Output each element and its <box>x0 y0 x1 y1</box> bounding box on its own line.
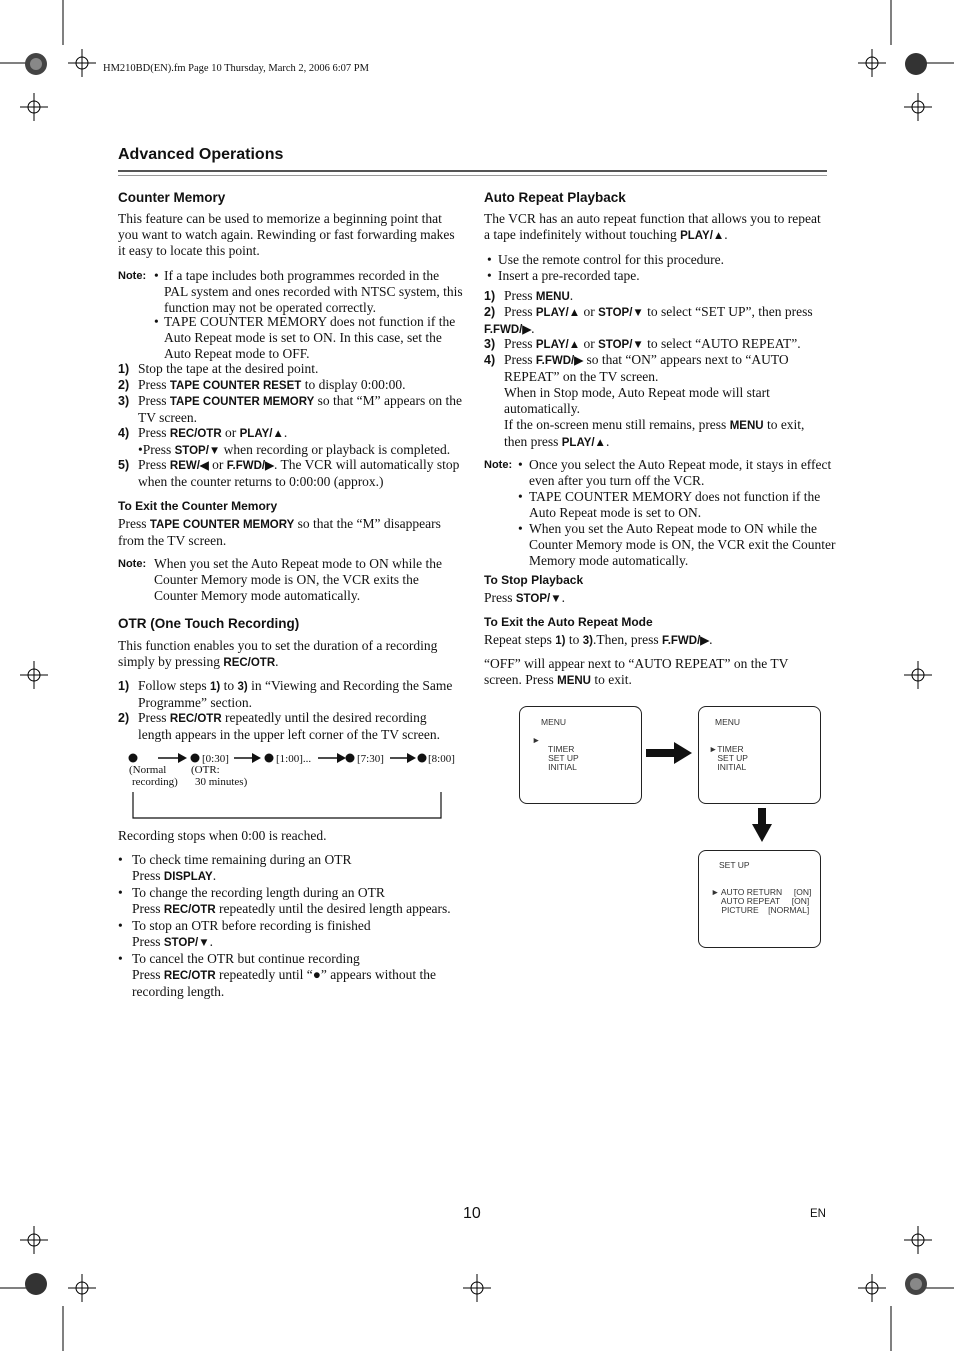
ar-step-1: 1) Press MENU. <box>484 288 574 303</box>
otr-bullet-3: • To stop an OTR before recording is finished Press STOP/▼. <box>118 918 371 949</box>
tv-screen-menu-setup-selected <box>698 706 821 804</box>
otr-step-2: 2) Press REC/OTR repeatedly until the desired recording length appears in the upper left corner of the TV screen. <box>118 710 441 742</box>
auto-repeat-bullet-2: • Insert a pre-recorded tape. <box>487 268 640 283</box>
page-number: 10 <box>463 1205 481 1222</box>
auto-repeat-bullet-1: • Use the remote control for this procedure. <box>487 252 725 267</box>
cursor-icon: ► <box>709 744 718 754</box>
ar-step-2: 2) Press PLAY/▲ or STOP/▼ to select “SET UP”, then press F.FWD/▶. <box>484 304 813 336</box>
otr-sequence-diagram <box>118 748 463 823</box>
otr-bullet-1: • To check time remaining during an OTR Press DISPLAY. <box>118 852 352 883</box>
off-text: “OFF” will appear next to “AUTO REPEAT” on the TV screen. Press MENU to exit. <box>484 656 789 687</box>
down-arrow-icon <box>752 808 772 842</box>
exit-counter-text: Press TAPE COUNTER MEMORY so that the “M” disappears from the TV screen. <box>118 516 441 548</box>
counter-memory-intro: This feature can be used to memorize a beginning point that you want to watch again. Rewinding or fast forwarding makes it easy to locate this point. <box>118 211 455 258</box>
ar-step-4: 4) Press F.FWD/▶ so that “ON” appears next to “AUTO REPEAT” on the TV screen. When in Stop mode, Auto Repeat mode will start automatically. If the on-screen menu still remains, press MENU to exit, then press PLAY/▲. <box>484 352 805 449</box>
step-4: 4) Press REC/OTR or PLAY/▲. •Press STOP/▼ when recording or playback is completed. <box>118 425 451 457</box>
menu-text: MENU TIMER SET UP INITIAL <box>715 717 748 772</box>
exit-auto-repeat-heading: To Exit the Auto Repeat Mode <box>484 615 653 629</box>
otr-bullets <box>118 852 463 1000</box>
section-title: Advanced Operations <box>118 146 284 163</box>
otr-stops-text: Recording stops when 0:00 is reached. <box>118 828 327 843</box>
ar-note-1: • Once you select the Auto Repeat mode, it stays in effect even after you turn off the VCR. <box>518 457 832 488</box>
exit-auto-repeat-text: Repeat steps 1) to 3).Then, press F.FWD/▶. <box>484 632 713 647</box>
note-label: Note: <box>118 558 147 570</box>
otr-bullet-4: • To cancel the OTR but continue recording Press REC/OTR repeatedly until “●” appears without the recording length. <box>118 951 436 999</box>
cursor-icon: ► <box>532 735 541 745</box>
stop-playback-text: Press STOP/▼. <box>484 590 565 605</box>
auto-repeat-heading: Auto Repeat Playback <box>484 190 626 205</box>
note-label: Note: <box>118 270 147 282</box>
otr-heading: OTR (One Touch Recording) <box>118 616 300 631</box>
cursor-icon: ► <box>711 887 720 897</box>
otr-step-label: [1:00]... <box>276 753 312 765</box>
otr-intro: This function enables you to set the duration of a recording simply by pressing REC/OTR. <box>118 638 438 669</box>
note-3-text: When you set the Auto Repeat mode to ON while the Counter Memory mode is ON, the VCR exits the Counter Memory mode automatically. <box>154 556 442 603</box>
auto-repeat-intro: The VCR has an auto repeat function that allows you to repeat a tape indefinitely without touching PLAY/▲. <box>484 211 821 242</box>
step-1: 1) Stop the tape at the desired point. <box>118 361 319 376</box>
otr-step-label: [8:00] <box>428 753 455 765</box>
ar-note-label: Note: <box>484 459 513 471</box>
tv-screen-setup <box>698 850 821 948</box>
note-bullet-1: • If a tape includes both programmes recorded in the PAL system and ones recorded with NTSC system, this function may not be operated correctly. <box>154 268 463 315</box>
note-text: If a tape includes both programmes recorded in the PAL system and ones recorded with NTSC system, this function may not be operated correctly. <box>164 268 463 315</box>
step-5: 5) Press REW/◀ or F.FWD/▶. The VCR will automatically stop when the counter returns to 0:00:00 (approx.) <box>118 457 460 489</box>
ar-note-3: • When you set the Auto Repeat mode to ON while the Counter Memory mode is ON, the VCR exit the Counter Memory mode automatically. <box>518 521 836 568</box>
title-rule <box>118 170 827 176</box>
note-bullet-2: • TAPE COUNTER MEMORY does not function if the Auto Repeat mode is set to ON. In this case, set the Auto Repeat mode to OFF. <box>154 314 463 362</box>
normal-label: (Normal <box>129 764 167 776</box>
stop-playback-heading: To Stop Playback <box>484 573 584 587</box>
exit-counter-heading: To Exit the Counter Memory <box>118 499 278 513</box>
language-tag: EN <box>810 1208 826 1220</box>
otr-step-1: 1) Follow steps 1) to 3) in “Viewing and Recording the Same Programme” section. <box>118 678 453 710</box>
counter-memory-heading: Counter Memory <box>118 190 226 205</box>
note-text: TAPE COUNTER MEMORY does not function if the Auto Repeat mode is set to ON. In this case, set the Auto Repeat mode to OFF. <box>164 314 456 361</box>
otr-label: 30 minutes) <box>195 776 248 788</box>
step-2: 2) Press TAPE COUNTER RESET to display 0:00:00. <box>118 377 406 392</box>
otr-label: (OTR: <box>191 764 220 776</box>
ar-step-3: 3) Press PLAY/▲ or STOP/▼ to select “AUTO REPEAT”. <box>484 336 801 351</box>
otr-step-label: [7:30] <box>357 753 384 765</box>
step-3: 3) Press TAPE COUNTER MEMORY so that “M” appears on the TV screen. <box>118 393 462 425</box>
menu-text: MENU TIMER SET UP INITIAL <box>541 717 579 772</box>
file-header: HM210BD(EN).fm Page 10 Thursday, March 2, 2006 6:07 PM <box>103 63 369 74</box>
ar-note-2: • TAPE COUNTER MEMORY does not function if the Auto Repeat mode is set to ON. <box>518 489 821 520</box>
tv-screen-menu <box>519 706 642 804</box>
otr-bullet-2: • To change the recording length during an OTR Press REC/OTR repeatedly until the desired length appears. <box>118 885 451 916</box>
normal-label: recording) <box>132 776 178 788</box>
setup-menu-text: SET UP AUTO RETURN [ON] AUTO REPEAT [ON] PICTURE [NORMAL] <box>719 860 812 915</box>
right-arrow-icon <box>646 742 692 764</box>
otr-step-label: [0:30] <box>202 753 229 765</box>
